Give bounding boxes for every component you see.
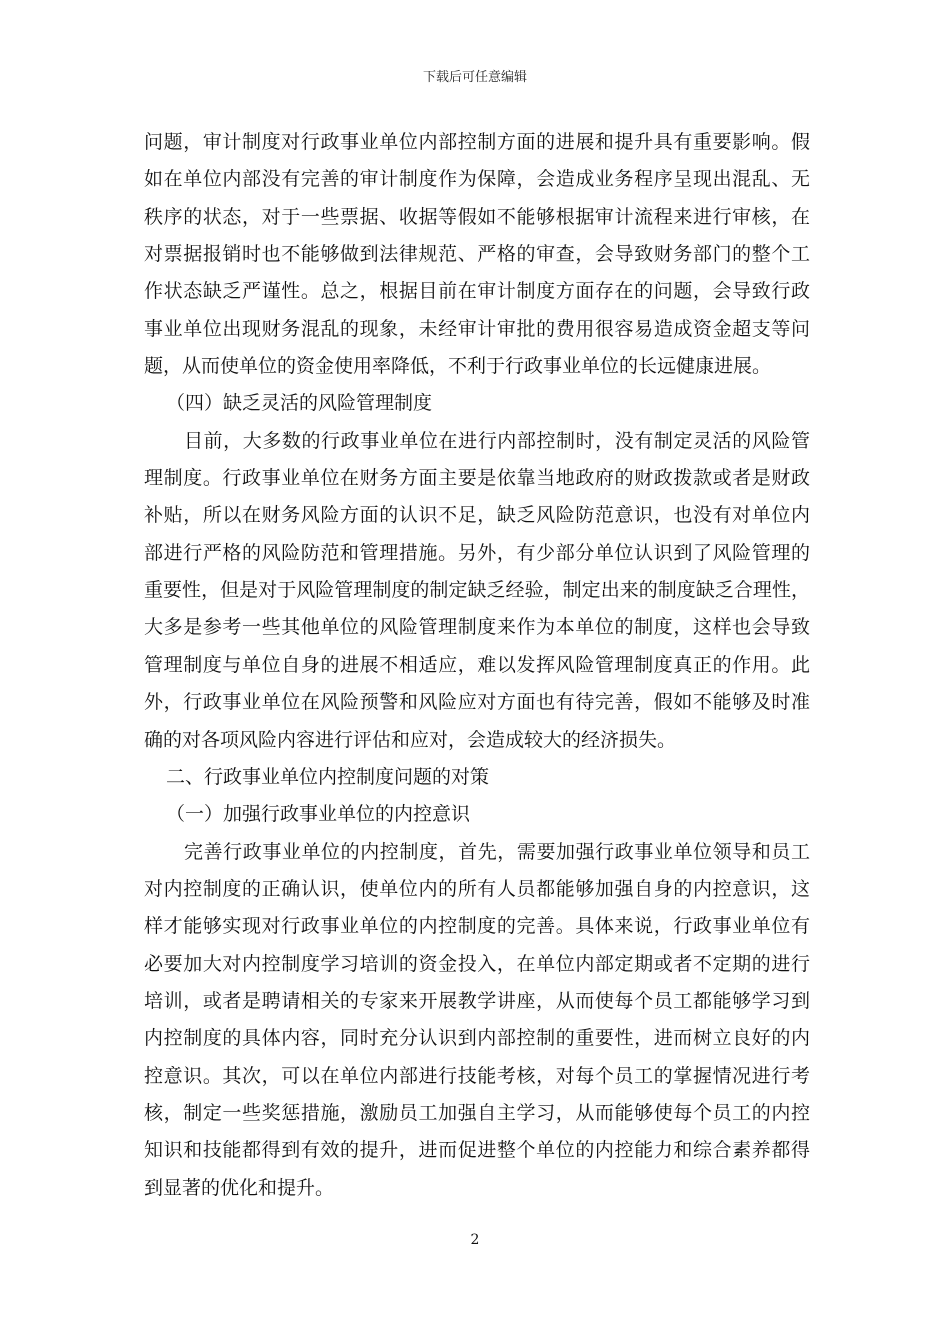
paragraph-line: 部进行严格的风险防范和管理措施。另外，有少部分单位认识到了风险管理的 [144, 541, 810, 564]
paragraph-line: 管理制度与单位自身的进展不相适应，难以发挥风险管理制度真正的作用。此 [144, 653, 810, 676]
paragraph-line: 必要加大对内控制度学习培训的资金投入，在单位内部定期或者不定期的进行 [144, 952, 810, 975]
paragraph-line: 样才能够实现对行政事业单位的内控制度的完善。具体来说，行政事业单位有 [144, 915, 810, 938]
paragraph-line: 到显著的优化和提升。 [144, 1176, 335, 1199]
section-heading: （四）缺乏灵活的风险管理制度 [166, 392, 433, 415]
paragraph-line: 作状态缺乏严谨性。总之，根据目前在审计制度方面存在的问题，会导致行政 [144, 280, 810, 303]
paragraph-line: 理制度。行政事业单位在财务方面主要是依靠当地政府的财政拨款或者是财政 [144, 467, 810, 490]
paragraph-line: 核，制定一些奖惩措施，激励员工加强自主学习，从而能够使每个员工的内控 [144, 1101, 810, 1124]
section-heading: 二、行政事业单位内控制度问题的对策 [166, 765, 490, 788]
paragraph-line: 外，行政事业单位在风险预警和风险应对方面也有待完善，假如不能够及时准 [144, 691, 810, 714]
paragraph-line: 完善行政事业单位的内控制度，首先，需要加强行政事业单位领导和员工 [184, 840, 810, 863]
paragraph-line: 知识和技能都得到有效的提升，进而促进整个单位的内控能力和综合素养都得 [144, 1139, 810, 1162]
paragraph-line: 重要性，但是对于风险管理制度的制定缺乏经验，制定出来的制度缺乏合理性， [144, 579, 810, 602]
paragraph-line: 题，从而使单位的资金使用率降低，不利于行政事业单位的长远健康进展。 [144, 355, 772, 378]
page-number: 2 [470, 1232, 480, 1248]
paragraph-line: 对内控制度的正确认识，使单位内的所有人员都能够加强自身的内控意识，这 [144, 877, 810, 900]
paragraph-line: 对票据报销时也不能够做到法律规范、严格的审查，会导致财务部门的整个工 [144, 243, 810, 266]
paragraph-line: 培训，或者是聘请相关的专家来开展教学讲座，从而使每个员工都能够学习到 [144, 989, 810, 1012]
paragraph-line: 问题，审计制度对行政事业单位内部控制方面的进展和提升具有重要影响。假 [144, 131, 810, 153]
document-body [144, 124, 810, 1207]
section-heading: （一）加强行政事业单位的内控意识 [166, 803, 471, 826]
paragraph-line: 补贴，所以在财务风险方面的认识不足，缺乏风险防范意识，也没有对单位内 [144, 504, 810, 527]
paragraph-line: 目前，大多数的行政事业单位在进行内部控制时，没有制定灵活的风险管 [184, 429, 810, 452]
paragraph-line: 控意识。其次，可以在单位内部进行技能考核，对每个员工的掌握情况进行考 [144, 1064, 810, 1087]
paragraph-line: 秩序的状态，对于一些票据、收据等假如不能够根据审计流程来进行审核，在 [144, 205, 810, 228]
page-header: 下载后可任意编辑 [422, 70, 527, 85]
paragraph-line: 内控制度的具体内容，同时充分认识到内部控制的重要性，进而树立良好的内 [144, 1027, 810, 1050]
paragraph-line: 事业单位出现财务混乱的现象，未经审计审批的费用很容易造成资金超支等问 [144, 317, 810, 340]
paragraph-line: 确的对各项风险内容进行评估和应对，会造成较大的经济损失。 [144, 728, 677, 751]
paragraph-line: 大多是参考一些其他单位的风险管理制度来作为本单位的制度，这样也会导致 [144, 616, 810, 639]
paragraph-line: 如在单位内部没有完善的审计制度作为保障，会造成业务程序呈现出混乱、无 [144, 168, 810, 191]
